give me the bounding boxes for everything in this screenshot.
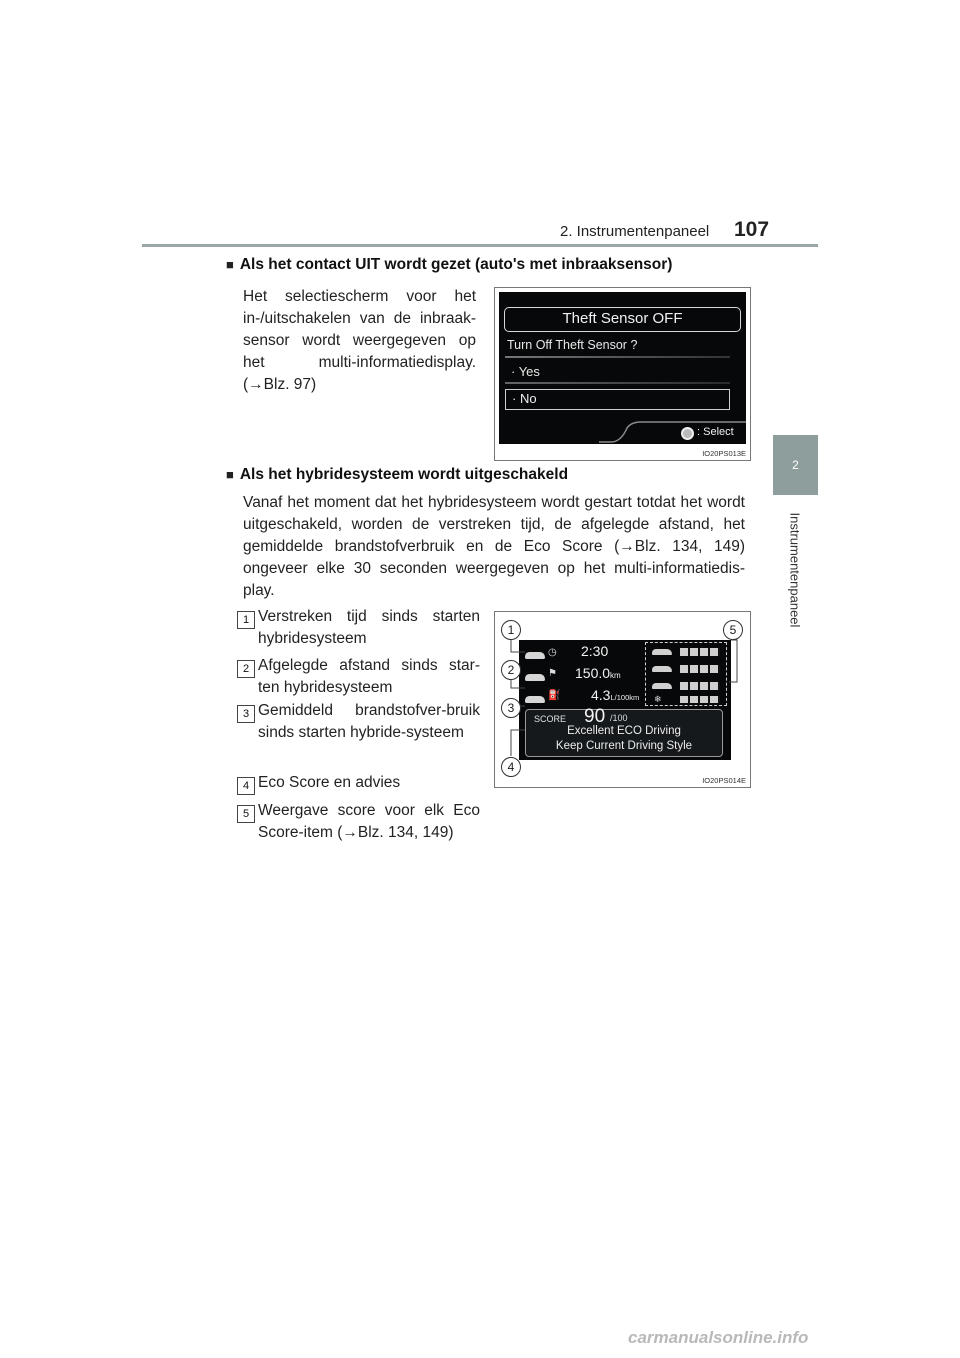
screen-question: Turn Off Theft Sensor ?: [507, 338, 638, 352]
advice-line-1: Excellent ECO Driving: [567, 725, 681, 737]
callout-lines: [495, 612, 750, 787]
screen-divider: [505, 382, 730, 384]
figure-code: IO20PS014E: [702, 776, 746, 785]
item-text: Weergave score voor elk Eco Score-item (→Blz. 134, 149): [258, 802, 480, 841]
display-screen: [499, 292, 746, 444]
section-heading-theft-sensor: [226, 256, 672, 274]
score-value: 90: [584, 706, 606, 727]
square-bullet-icon: ■: [226, 257, 234, 272]
distance-unit: km: [610, 671, 621, 680]
page-number: 107: [734, 218, 770, 241]
item-text: Eco Score en advies: [258, 774, 401, 791]
square-bullet-icon: ■: [226, 467, 234, 482]
heading-text: Als het contact UIT wordt gezet (auto's met inbraaksensor): [239, 256, 673, 273]
score-label: SCORE: [534, 714, 567, 724]
clock-icon: ◷: [548, 647, 557, 658]
item-number: 2: [237, 660, 255, 678]
advice-line-2: Keep Current Driving Style: [555, 740, 693, 752]
option-yes[interactable]: · Yes: [511, 364, 540, 379]
select-hint: : Select: [697, 426, 734, 438]
section-paragraph-hybrid-off: Vanaf het moment dat het hybridesysteem wordt gestart totdat het wordt uitgeschakeld, worden de verstreken tijd, de afgelegde afstand, het gemiddelde brandstofverbruik en de Eco Score (→Blz. 134, 149) ongeveer elke 30 seconden weergegeven op het multi-informatiedis-play.: [243, 494, 745, 599]
distance-value: 150.0: [575, 665, 611, 681]
figure-hybrid-summary-screen: [494, 611, 751, 788]
callout-4: 4: [501, 757, 521, 777]
header-rule: [142, 244, 818, 247]
callout-3: 3: [501, 698, 521, 718]
figure-theft-sensor-screen: [494, 287, 751, 461]
item-text: Verstreken tijd sinds starten hybridesysteem: [258, 608, 480, 647]
ac-icon: ❄: [654, 694, 662, 704]
item-number: 1: [237, 611, 255, 629]
dial-icon: [681, 427, 694, 440]
fuel-icon: ⛽: [548, 690, 561, 701]
consumption-unit: L/100km: [610, 693, 640, 702]
section-heading-hybrid-off: [226, 466, 568, 484]
item-number: 4: [237, 777, 255, 795]
callout-5: 5: [723, 620, 743, 640]
option-no-selected[interactable]: · No: [505, 389, 730, 410]
heading-text: Als het hybridesysteem wordt uitgeschakeld: [239, 466, 569, 483]
screen-title: Theft Sensor OFF: [504, 307, 741, 332]
figure-code: IO20PS013E: [702, 449, 746, 458]
callout-1: 1: [501, 620, 521, 640]
item-number: 3: [237, 705, 255, 723]
flag-icon: ⚑: [548, 668, 557, 679]
chapter-tab: 2: [773, 435, 818, 495]
elapsed-time: 2:30: [581, 643, 609, 659]
item-text: Afgelegde afstand sinds star-ten hybridesysteem: [258, 657, 480, 696]
score-max: /100: [610, 713, 628, 723]
item-text: Gemiddeld brandstofver-bruik sinds starten hybride-systeem: [258, 702, 480, 741]
watermark: carmanualsonline.info: [628, 1328, 809, 1347]
screen-divider: [505, 356, 730, 358]
section-paragraph-theft-sensor: Het selectiescherm voor het in-/uitschakelen van de inbraak-sensor wordt weergegeven op het multi-informatiedisplay. (→Blz. 97): [243, 288, 476, 393]
chapter-tab-label: Instrumentenpaneel: [787, 512, 803, 628]
item-number: 5: [237, 805, 255, 823]
consumption-value: 4.3: [591, 687, 611, 703]
running-header-section: 2. Instrumentenpaneel: [560, 223, 710, 240]
callout-2: 2: [501, 660, 521, 680]
